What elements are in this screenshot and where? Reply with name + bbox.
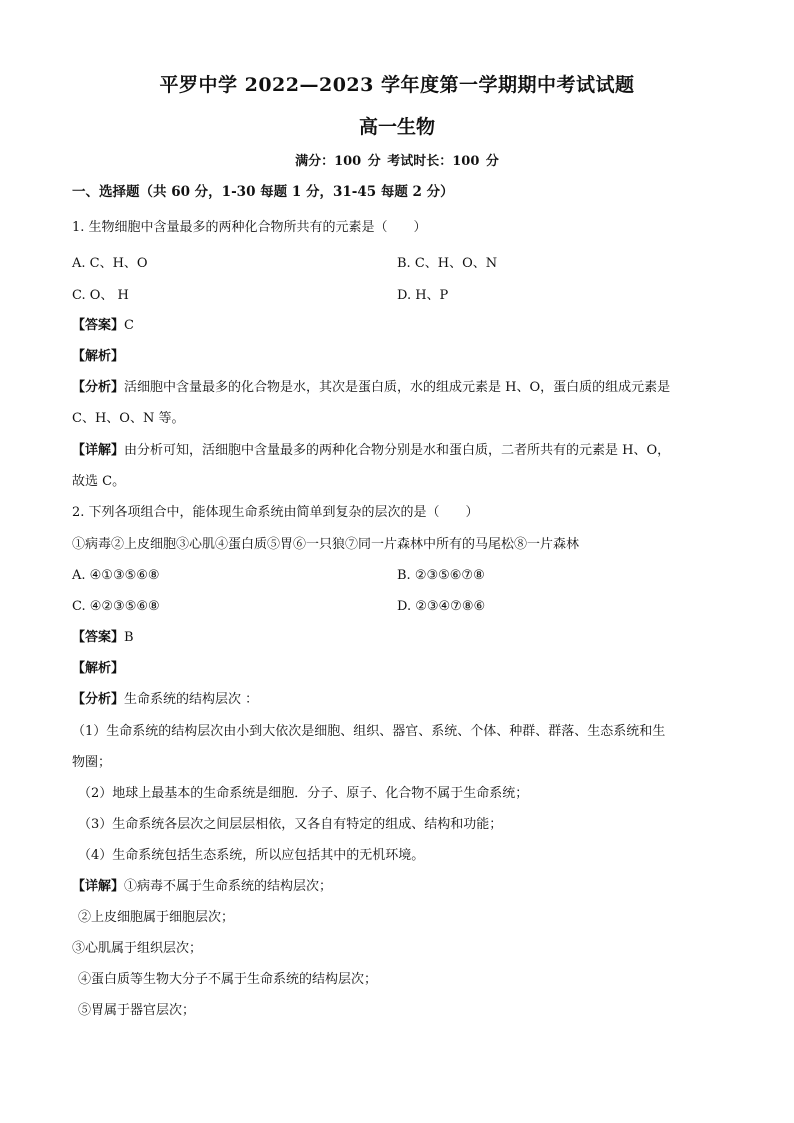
q1-answer-value: C bbox=[124, 318, 134, 333]
q1-fenxi-1 bbox=[72, 378, 722, 398]
q2-detail-1 bbox=[72, 877, 722, 897]
exam-title: 平罗中学 2022—2023 学年度第一学期期中考试试题 bbox=[159, 74, 635, 96]
q1-answer bbox=[72, 316, 722, 336]
q1-stem: 1. 生物细胞中含量最多的两种化合物所共有的元素是（ ） bbox=[72, 220, 427, 235]
q1-detail-2: 故选 C。 bbox=[72, 474, 126, 489]
q2-detail-2: ②上皮细胞属于细胞层次； bbox=[78, 910, 235, 925]
exam-meta: 满分：100 分 考试时长：100 分 bbox=[295, 154, 499, 169]
q2-option-c: C. ④②③⑤⑥⑧ bbox=[72, 599, 160, 614]
q2-analysis-tag bbox=[72, 659, 722, 679]
q1-analysis-label: 【解析】 bbox=[72, 349, 125, 364]
q1-option-b: B. C、H、O、N bbox=[397, 256, 498, 271]
q2-detail-tag: 【详解】 bbox=[72, 879, 125, 894]
q2-point-1a: （1）生命系统的结构层次由小到大依次是细胞、组织、器官、系统、个体、种群、群落、生态系统和生 bbox=[72, 724, 666, 739]
q2-detail-4: ④蛋白质等生物大分子不属于生命系统的结构层次； bbox=[78, 972, 378, 987]
q2-point-2: （2）地球上最基本的生命系统是细胞．分子、原子、化合物不属于生命系统； bbox=[78, 786, 529, 801]
q1-detail-text-1: 由分析可知，活细胞中含量最多的两种化合物分别是水和蛋白质，二者所共有的元素是 H、O， bbox=[124, 443, 671, 458]
q2-fenxi-head bbox=[72, 690, 722, 710]
q2-detail-3: ③心肌属于组织层次； bbox=[72, 941, 203, 956]
q2-option-a: A. ④①③⑤⑥⑧ bbox=[72, 568, 160, 583]
q1-fenxi-tag: 【分析】 bbox=[72, 380, 125, 395]
subject-title: 高一生物 bbox=[358, 116, 435, 138]
q1-fenxi-2: C、H、O、N 等。 bbox=[72, 411, 185, 426]
q2-detail-5: ⑤胃属于器官层次； bbox=[78, 1003, 196, 1018]
q2-answer-tag: 【答案】 bbox=[72, 630, 125, 645]
q2-option-b: B. ②③⑤⑥⑦⑧ bbox=[397, 568, 485, 583]
q2-analysis-label: 【解析】 bbox=[72, 661, 125, 676]
q2-option-d: D. ②③④⑦⑧⑥ bbox=[397, 599, 486, 614]
q2-answer-value: B bbox=[124, 630, 134, 645]
q2-point-4: （4）生命系统包括生态系统，所以应包括其中的无机环境。 bbox=[78, 848, 425, 863]
q1-fenxi-text-1: 活细胞中含量最多的化合物是水，其次是蛋白质，水的组成元素是 H、O，蛋白质的组成元素是 bbox=[124, 380, 671, 395]
q2-fenxi-head-text: 生命系统的结构层次 ： bbox=[124, 692, 259, 707]
q1-detail-1 bbox=[72, 441, 722, 461]
q2-items: ①病毒②上皮细胞③心肌④蛋白质⑤胃⑥一只狼⑦同一片森林中所有的马尾松⑧一片森林 bbox=[72, 537, 580, 552]
q1-analysis-tag bbox=[72, 347, 722, 367]
q1-detail-tag: 【详解】 bbox=[72, 443, 125, 458]
section-heading: 一、选择题（共 60 分，1-30 每题 1 分，31-45 每题 2 分） bbox=[72, 184, 454, 200]
q2-stem: 2. 下列各项组合中，能体现生命系统由简单到复杂的层次的是（ ） bbox=[72, 505, 479, 520]
q1-option-a: A. C、H、O bbox=[72, 256, 148, 271]
q1-option-c: C. O、 H bbox=[72, 288, 129, 303]
q2-point-1b: 物圈； bbox=[72, 755, 112, 770]
q2-detail-text-1: ①病毒不属于生命系统的结构层次； bbox=[124, 879, 333, 894]
q2-point-3: （3）生命系统各层次之间层层相依，又各自有特定的组成、结构和功能； bbox=[78, 817, 503, 832]
q1-option-d: D. H、P bbox=[397, 288, 449, 303]
q1-answer-tag: 【答案】 bbox=[72, 318, 125, 333]
q2-answer bbox=[72, 628, 722, 648]
q2-fenxi-tag: 【分析】 bbox=[72, 692, 125, 707]
